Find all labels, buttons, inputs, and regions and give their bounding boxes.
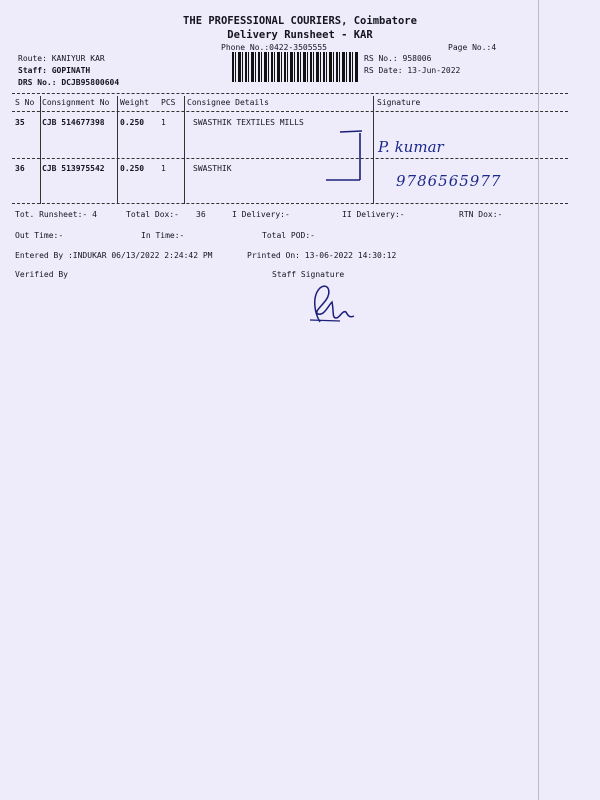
page-number: Page No.:4 — [448, 43, 497, 52]
entered-by: Entered By :INDUKAR 06/13/2022 2:24:42 PM — [15, 251, 213, 260]
header-rule — [12, 111, 568, 112]
barcode — [232, 52, 358, 82]
ii-delivery: II Delivery:- — [342, 210, 405, 219]
total-pod: Total POD:- — [262, 231, 315, 240]
row-consignment: CJB 513975542 — [42, 164, 105, 173]
tot-runsheet: Tot. Runsheet:- 4 — [15, 210, 97, 219]
rs-number: RS No.: 958006 — [364, 54, 432, 63]
col-divider — [40, 96, 41, 204]
total-dox-value: 36 — [196, 210, 206, 219]
col-divider — [184, 96, 185, 204]
drs-number: DRS No.: DCJB95800604 — [18, 78, 120, 87]
phone-number: Phone No.:0422-3505555 — [221, 43, 327, 52]
row-weight: 0.250 — [120, 118, 145, 127]
col-header-pcs: PCS — [161, 98, 176, 107]
route-label: Route: KANIYUR KAR — [18, 54, 105, 63]
bracket-mark — [322, 128, 372, 186]
receiver-phone-handwritten: 9786565977 — [396, 172, 502, 190]
row-consignee: SWASTHIK TEXTILES MILLS — [193, 118, 304, 127]
row-rule — [12, 158, 568, 159]
table-bottom-rule — [12, 203, 568, 204]
rs-date: RS Date: 13-Jun-2022 — [364, 66, 461, 75]
out-time: Out Time:- — [15, 231, 64, 240]
row-sno: 36 — [15, 164, 25, 173]
row-consignee: SWASTHIK — [193, 164, 232, 173]
row-sno: 35 — [15, 118, 25, 127]
company-name: THE PROFESSIONAL COURIERS, Coimbatore — [183, 15, 417, 27]
i-delivery: I Delivery:- — [232, 210, 290, 219]
col-header-signature: Signature — [377, 98, 421, 107]
table-top-rule — [12, 93, 568, 94]
receiver-name-handwritten: P. kumar — [378, 138, 444, 156]
printed-on: Printed On: 13-06-2022 14:30:12 — [247, 251, 397, 260]
staff-signature-mark — [306, 282, 362, 326]
staff-signature-label: Staff Signature — [272, 270, 345, 279]
row-weight: 0.250 — [120, 164, 145, 173]
staff-label: Staff: GOPINATH — [18, 66, 91, 75]
col-header-weight: Weight — [120, 98, 149, 107]
row-pcs: 1 — [161, 118, 166, 127]
in-time: In Time:- — [141, 231, 185, 240]
row-pcs: 1 — [161, 164, 166, 173]
total-dox-label: Total Dox:- — [126, 210, 179, 219]
verified-by: Verified By — [15, 270, 68, 279]
col-header-consignee: Consignee Details — [187, 98, 269, 107]
rtn-dox: RTN Dox:- — [459, 210, 503, 219]
col-divider — [117, 96, 118, 204]
page-edge-line — [538, 0, 539, 800]
col-header-consignment: Consignment No — [42, 98, 110, 107]
runsheet-title: Delivery Runsheet - KAR — [227, 29, 373, 41]
col-divider — [373, 96, 374, 204]
col-header-sno: S No — [15, 98, 35, 107]
row-consignment: CJB 514677398 — [42, 118, 105, 127]
